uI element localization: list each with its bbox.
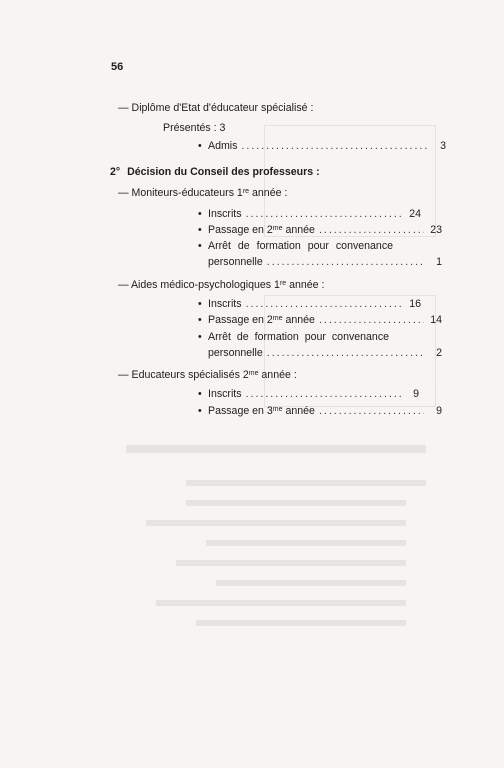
leader-dots: [246, 388, 401, 400]
decision-heading-text: Décision du Conseil des professeurs :: [127, 166, 320, 178]
bullet: •: [198, 314, 202, 326]
bullet: •: [198, 140, 202, 152]
passage-label-end: année: [282, 314, 315, 326]
passage-value: 14: [430, 314, 442, 326]
bullet: •: [198, 388, 202, 400]
moniteurs-inscrits-row: [198, 208, 421, 220]
passage-label: [208, 405, 315, 417]
aides-inscrits-row: [198, 298, 421, 310]
leader-dots: [319, 405, 424, 417]
passage-label-text: Passage en 2: [208, 224, 273, 236]
passage-label: [208, 314, 315, 326]
aides-arret-row1: [198, 331, 442, 343]
aides-title-end: année :: [286, 279, 325, 291]
educateurs-title-end: année :: [258, 369, 297, 381]
bullet: •: [198, 331, 202, 343]
passage-label: [208, 224, 315, 236]
educateurs-title-sup: me: [248, 370, 259, 377]
moniteurs-title-text: — Moniteurs-éducateurs 1: [118, 187, 243, 199]
moniteurs-title-sup: re: [242, 188, 250, 195]
aides-arret-row2: [208, 347, 442, 359]
leader-dots: [267, 347, 424, 359]
aides-title: [118, 279, 324, 291]
leader-dots: [241, 140, 428, 152]
arret-label: Arrêt de formation pour convenance: [208, 331, 390, 343]
arret-label-cont: personnelle: [208, 347, 263, 359]
bullet: •: [198, 208, 202, 220]
diplome-title: — Diplôme d'Etat d'éducateur spécialisé :: [118, 102, 314, 114]
moniteurs-title-end: année :: [249, 187, 288, 199]
leader-dots: [246, 208, 403, 220]
decision-heading-num: 2°: [110, 166, 121, 178]
leader-dots: [319, 224, 424, 236]
bullet: •: [198, 240, 202, 252]
page-number: 56: [111, 61, 124, 73]
diplome-presentes: Présentés : 3: [163, 122, 226, 134]
educateurs-title: [118, 369, 297, 381]
passage-label-text: Passage en 2: [208, 314, 273, 326]
educateurs-passage-row: [198, 405, 442, 417]
inscrits-value: 24: [409, 208, 421, 220]
educateurs-title-text: — Educateurs spécialisés 2: [118, 369, 249, 381]
admis-value: 3: [440, 140, 446, 152]
arret-value: 2: [436, 347, 442, 359]
decision-heading: [110, 166, 320, 178]
moniteurs-arret-row1: [198, 240, 442, 252]
arret-label-cont: personnelle: [208, 256, 263, 268]
passage-label-end: année: [282, 224, 315, 236]
passage-label-sup: me: [272, 315, 283, 322]
leader-dots: [246, 298, 403, 310]
leader-dots: [319, 314, 424, 326]
passage-label-text: Passage en 3: [208, 405, 273, 417]
inscrits-value: 16: [409, 298, 421, 310]
passage-label-end: année: [282, 405, 315, 417]
passage-label-sup: me: [272, 406, 283, 413]
diplome-admis-row: [198, 140, 446, 152]
moniteurs-title: [118, 187, 287, 199]
aides-passage-row: [198, 314, 442, 326]
passage-label-sup: me: [272, 225, 283, 232]
arret-label: Arrêt de formation pour convenance: [208, 240, 394, 252]
admis-label: Admis: [208, 140, 238, 152]
passage-value: 9: [436, 405, 442, 417]
inscrits-label: Inscrits: [208, 388, 242, 400]
educateurs-inscrits-row: [198, 388, 419, 400]
aides-title-text: — Aides médico-psychologiques 1: [118, 279, 280, 291]
passage-value: 23: [430, 224, 442, 236]
moniteurs-arret-row2: [208, 256, 442, 268]
leader-dots: [267, 256, 424, 268]
inscrits-label: Inscrits: [208, 208, 242, 220]
inscrits-label: Inscrits: [208, 298, 242, 310]
inscrits-value: 9: [413, 388, 419, 400]
bullet: •: [198, 298, 202, 310]
bullet: •: [198, 405, 202, 417]
bullet: •: [198, 224, 202, 236]
arret-value: 1: [436, 256, 442, 268]
aides-title-sup: re: [279, 280, 287, 287]
moniteurs-passage-row: [198, 224, 442, 236]
